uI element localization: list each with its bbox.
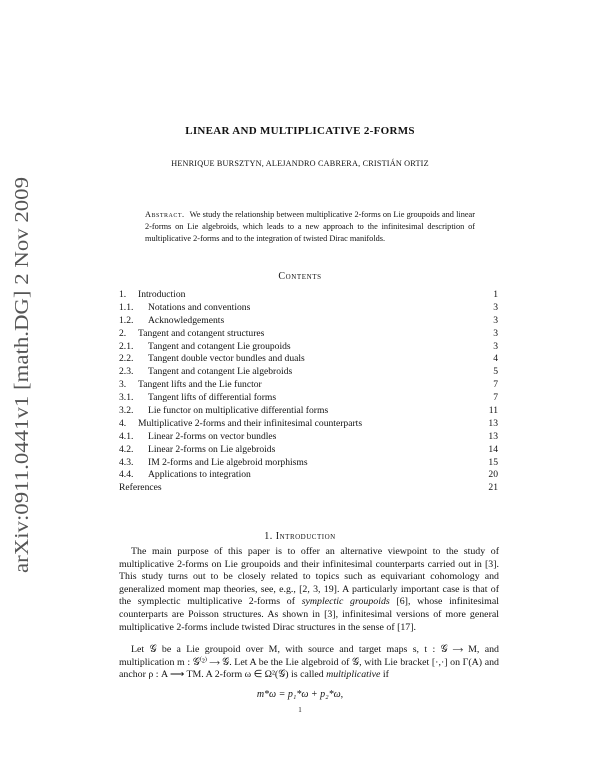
toc-entry-page: 7 [493,392,498,404]
toc-entry-number: 2.3. [119,366,134,378]
abstract-text: We study the relationship between multiplicative 2-forms on Lie groupoids and linear 2-forms on Lie algebroids, which leads to a new approach to the infinitesimal description of multiplicative 2-forms and to the integration of twisted Dirac manifolds. [145,210,475,243]
section-heading: 1. Introduction [264,531,336,542]
toc-entry[interactable] [119,379,498,392]
toc-entry-number: 2. [119,327,127,339]
toc-entry-label: Notations and conventions [148,301,251,313]
abstract-label: Abstract. [145,210,185,219]
toc-entry-number: 1.1. [119,301,134,313]
toc-entry-label: Introduction [138,289,186,300]
paragraph-1-a: The main purpose of this paper is to offer an alternative viewpoint to the study of multiplicative 2-forms on Lie groupoids and their infinitesimal counterparts carried out in [3]. This study turns out to be closely related to topics such as equivariant cohomology and generalized moment map theories, see, e.g., [2, 3, 19]. A particularly important case is that of the symplectic multiplicative 2-forms of [119,546,499,608]
toc-entry-page: 3 [493,314,498,326]
paragraph-2-a: Let 𝒢 be a Lie groupoid over M, with source and target maps s, t : 𝒢 ⟶ M, and multiplication m : 𝒢⁽²⁾ ⟶ 𝒢. Let A be the Lie algebroid of 𝒢, with Lie bracket [·,·] on Γ(A) and anchor ρ : A ⟶ TM. A 2-form ω ∈ Ω²(𝒢) is called [119,644,499,681]
paragraph-1 [119,546,499,634]
toc-entry[interactable] [119,457,498,470]
toc-entry-number: 1.2. [119,314,134,326]
paper-title: LINEAR AND MULTIPLICATIVE 2-FORMS [185,125,415,137]
toc-entry-page: 4 [493,353,498,365]
toc-entry-number: 4. [119,417,127,429]
abstract [145,209,475,245]
arxiv-stamp-text: arXiv:0911.0441v1 [math.DG] 2 Nov 2009 [11,217,33,573]
toc-entry-label: Tangent lifts of differential forms [148,392,277,404]
toc-entry-label: Applications to integration [148,469,251,481]
toc-entry[interactable] [119,353,498,366]
toc-entry-number: 2.2. [119,353,134,365]
toc-entry-page: 14 [488,443,498,455]
toc-entry-number: 3.1. [119,392,134,404]
paper-authors: HENRIQUE BURSZTYN, ALEJANDRO CABRERA, CRISTIÁN ORTIZ [171,159,429,168]
toc-entry[interactable] [119,469,498,482]
toc-entry-page: 3 [493,327,498,339]
equation: m*ω = p₁*ω + p₂*ω, [256,689,344,700]
toc-entry[interactable] [119,418,498,431]
toc-entry[interactable] [119,482,498,495]
toc-entry-page: 13 [488,430,498,442]
toc-entry[interactable] [119,405,498,418]
toc-entry-number: 4.1. [119,430,134,442]
toc-entry-label: Acknowledgements [148,314,225,326]
toc-entry-label: Linear 2-forms on Lie algebroids [148,443,276,455]
toc-entry-label: Lie functor on multiplicative differential forms [148,405,329,417]
toc-entry-label: References [119,482,162,494]
toc-entry[interactable] [119,315,498,328]
toc-entry-label: Tangent and cotangent Lie groupoids [148,340,291,352]
toc-entry[interactable] [119,341,498,354]
toc-entry-number: 3. [119,379,127,391]
arxiv-margin-stamp [2,175,38,575]
toc-entry-label: IM 2-forms and Lie algebroid morphisms [148,456,308,468]
toc-entry-label: Tangent and cotangent Lie algebroids [148,366,293,378]
toc-entry[interactable] [119,444,498,457]
toc-entry-label: Multiplicative 2-forms and their infinitesimal counterparts [138,417,363,429]
toc-entry-page: 13 [488,417,498,429]
contents-heading: Contents [278,271,322,282]
toc-entry-page: 5 [493,366,498,378]
toc-entry[interactable] [119,392,498,405]
toc-entry-number: 4.3. [119,456,134,468]
toc-entry-page: 3 [493,301,498,313]
toc-entry-number: 4.4. [119,469,134,481]
paragraph-2 [119,644,499,682]
toc-entry-page: 7 [493,379,498,391]
toc-entry-number: 4.2. [119,443,134,455]
toc-entry-page: 11 [488,405,498,417]
toc-entry[interactable] [119,431,498,444]
toc-entry-label: Tangent and cotangent structures [138,327,265,339]
toc-entry-page: 1 [493,289,498,300]
toc-entry[interactable] [119,302,498,315]
toc-entry-page: 21 [488,482,498,494]
paragraph-2-emphasis: multiplicative [326,669,381,681]
toc-entry[interactable] [119,289,498,302]
toc-entry-number: 3.2. [119,405,134,417]
toc-entry[interactable] [119,366,498,379]
table-of-contents [119,289,498,495]
page-number: 1 [298,706,302,714]
toc-entry-label: Tangent lifts and the Lie functor [138,379,262,391]
toc-entry-label: Linear 2-forms on vector bundles [148,430,277,442]
toc-entry-page: 20 [488,469,498,481]
toc-entry-label: Tangent double vector bundles and duals [148,353,305,365]
paragraph-2-b: if [382,669,389,681]
toc-entry[interactable] [119,328,498,341]
paragraph-1-b: [6], whose infinitesimal counterparts are Poisson structures. As shown in [3], infinitesimal versions of more general multiplicative 2-forms include twisted Dirac structures in the sense of [17]. [119,596,499,633]
toc-entry-page: 15 [488,456,498,468]
toc-entry-page: 3 [493,340,498,352]
toc-entry-number: 1. [119,289,127,300]
paragraph-1-emphasis: symplectic groupoids [301,596,390,608]
toc-entry-number: 2.1. [119,340,134,352]
